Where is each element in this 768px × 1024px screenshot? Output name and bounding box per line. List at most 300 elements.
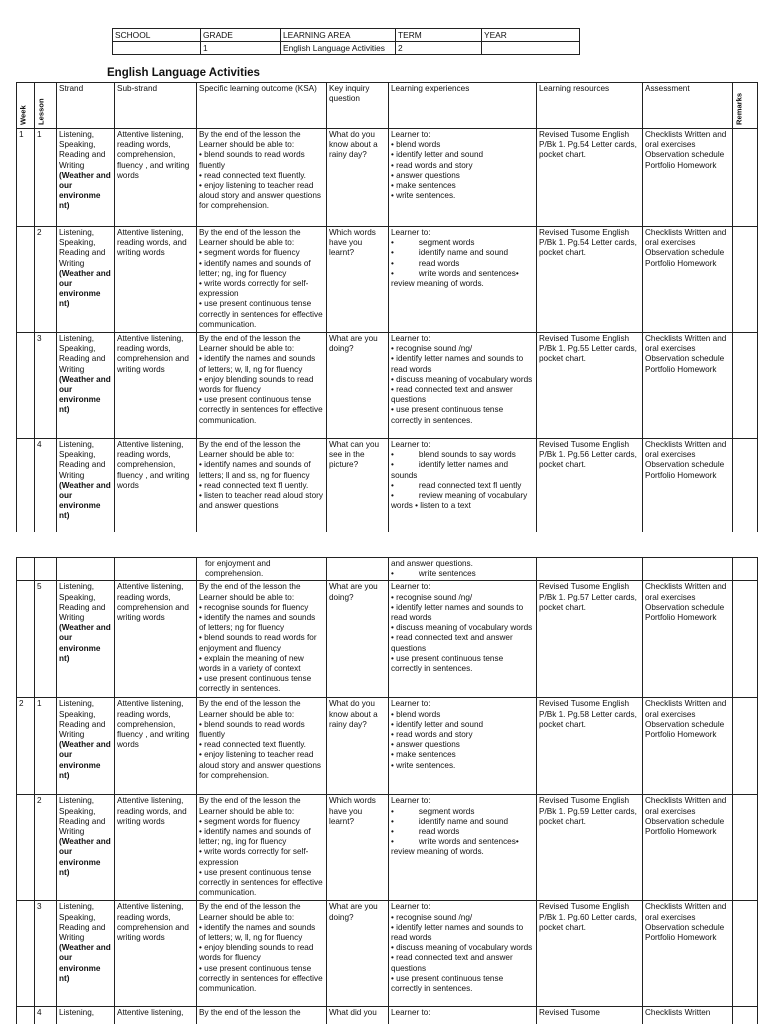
experience-item: • recognise sound /ng/	[391, 593, 534, 603]
key-inquiry-question: What did you	[329, 1008, 377, 1018]
lesson-row	[17, 439, 758, 533]
column-header-row	[17, 83, 758, 129]
experience-text: write words and sentences• review meaning of words.	[391, 268, 519, 289]
header-grade-value: 1	[201, 42, 281, 55]
experience-text: write words and sentences• review meaning of words.	[391, 837, 519, 857]
strand-theme: (Weather and our environme nt)	[59, 837, 111, 877]
slo-item: • segment words for fluency	[199, 817, 324, 827]
cell-lesson	[35, 795, 57, 901]
experience-text: identify name and sound	[418, 248, 509, 258]
sub-strand-text: Attentive listening,	[117, 1008, 184, 1018]
key-inquiry-question: Which words have you learnt?	[329, 228, 376, 258]
cell-experiences	[389, 439, 537, 533]
cell-kiq	[327, 558, 389, 581]
experience-item: • read words and story	[391, 161, 534, 171]
header-year-value	[482, 42, 580, 55]
header-table	[112, 28, 580, 55]
continuation-exp-text: write sentences	[418, 569, 476, 579]
strand-text: Listening, Speaking, Reading and Writing	[59, 334, 106, 374]
slo-item: • identify the names and sounds of letters; ng for fluency	[199, 613, 324, 633]
cell-kiq	[327, 129, 389, 227]
slo-item: • identify the names and sounds of letters; w, ll, ng for fluency	[199, 923, 324, 943]
cell-lesson	[35, 129, 57, 227]
experience-item: • read connected text fl uently	[391, 480, 522, 490]
strand-text: Listening,	[59, 1008, 95, 1018]
cell-remarks	[733, 795, 758, 901]
cell-experiences	[389, 901, 537, 1007]
header-term-value: 2	[396, 42, 482, 55]
continuation-row	[17, 558, 758, 581]
slo-item: • identify names and sounds of letter; ng, ing for fluency	[199, 259, 324, 279]
week-number: 1	[19, 130, 24, 139]
cell-slo	[197, 581, 327, 698]
cell-lesson	[35, 901, 57, 1007]
cell-slo	[197, 227, 327, 333]
learning-resources: Revised Tusome English P/Bk 1. Pg.59 Letter cards, pocket chart.	[539, 796, 637, 826]
experience-item: • discuss meaning of vocabulary words	[391, 943, 534, 953]
slo-item: • listen to teacher read aloud story and answer questions	[199, 491, 324, 511]
experience-item: • blend words	[391, 140, 534, 150]
cell-slo	[197, 333, 327, 439]
slo-item: • write words correctly for self-expression	[199, 847, 324, 867]
slo-intro: By the end of the lesson the Learner should be able to:	[199, 228, 301, 248]
slo-intro: By the end of the lesson the Learner should be able to:	[199, 440, 301, 460]
experience-text: identify letter names and sounds	[391, 460, 509, 480]
cell-kiq	[327, 1007, 389, 1024]
sub-strand-text: Attentive listening, reading words, and writing words	[117, 796, 187, 826]
cell-sub-strand	[115, 698, 197, 795]
experience-item: • blend words	[391, 710, 534, 720]
cell-assessment	[643, 558, 733, 581]
cell-kiq	[327, 439, 389, 533]
slo-item: • explain the meaning of new words in a variety of context	[199, 654, 324, 674]
cell-remarks	[733, 439, 758, 533]
slo-item: • identify names and sounds of letters; ll and ss, ng for fluency	[199, 460, 324, 480]
experience-text: identify name and sound	[418, 816, 509, 826]
lesson-row	[17, 227, 758, 333]
lesson-number: 2	[37, 228, 42, 237]
learning-resources: Revised Tusome English P/Bk 1. Pg.58 Letter cards, pocket chart.	[539, 699, 637, 729]
assessment-methods: Checklists Written	[645, 1008, 711, 1018]
cell-week	[17, 129, 35, 227]
experience-text: read words	[418, 827, 460, 837]
cell-kiq	[327, 333, 389, 439]
cell-slo	[197, 129, 327, 227]
learning-resources: Revised Tusome English P/Bk 1. Pg.57 Letter cards, pocket chart.	[539, 582, 637, 612]
slo-item: • use present continuous tense correctly in sentences for effective communication.	[199, 964, 324, 995]
experiences-intro: Learner to:	[391, 334, 431, 343]
experiences-intro: Learner to:	[391, 1008, 431, 1018]
cell-lesson	[35, 227, 57, 333]
experience-item: • recognise sound /ng/	[391, 344, 534, 354]
cell-kiq	[327, 795, 389, 901]
cell-sub-strand	[115, 227, 197, 333]
column-header-week: Week	[17, 83, 35, 129]
experience-item: • answer questions	[391, 740, 534, 750]
cell-strand	[57, 558, 115, 581]
strand-theme: (Weather and our environme nt)	[59, 480, 111, 521]
strand-text: Listening, Speaking, Reading and Writing	[59, 130, 106, 170]
experience-item: • segment words	[391, 806, 475, 816]
cell-slo	[197, 901, 327, 1007]
cell-experiences	[389, 698, 537, 795]
cell-experiences	[389, 227, 537, 333]
experience-item: • read connected text and answer questions	[391, 633, 534, 653]
experience-text: blend sounds to say words	[418, 450, 516, 460]
experiences-intro: Learner to:	[391, 228, 431, 237]
cell-week	[17, 333, 35, 439]
lesson-row	[17, 795, 758, 901]
experience-item: • write sentences.	[391, 761, 534, 771]
experience-item: • identify letter names and sounds to read words	[391, 603, 534, 623]
cell-experiences	[389, 581, 537, 698]
experience-item: • read connected text and answer questions	[391, 385, 534, 405]
sub-strand-text: Attentive listening, reading words, and writing words	[117, 228, 187, 258]
column-header-sub-strand: Sub-strand	[115, 83, 197, 129]
slo-item: • read connected text fl uently.	[199, 481, 324, 491]
learning-resources: Revised Tusome English P/Bk 1. Pg.55 Letter cards, pocket chart.	[539, 334, 637, 364]
experience-item: • blend sounds to say words	[391, 450, 516, 460]
assessment-methods: Checklists Written and oral exercises Observation schedule Portfolio Homework	[645, 334, 727, 374]
cell-resources	[537, 439, 643, 533]
slo-item: • segment words for fluency	[199, 248, 324, 258]
lesson-row	[17, 1007, 758, 1024]
cell-experiences	[389, 1007, 537, 1024]
column-header-experiences: Learning experiences	[389, 83, 537, 129]
cell-resources	[537, 129, 643, 227]
cell-resources	[537, 1007, 643, 1024]
cell-resources	[537, 558, 643, 581]
strand-text: Listening, Speaking, Reading and Writing	[59, 699, 106, 740]
header-school-value	[113, 42, 201, 55]
cell-resources	[537, 901, 643, 1007]
assessment-methods: Checklists Written and oral exercises Observation schedule Portfolio Homework	[645, 130, 727, 170]
cell-assessment	[643, 129, 733, 227]
experiences-intro: Learner to:	[391, 440, 431, 449]
strand-theme: (Weather and our environme nt)	[59, 623, 111, 663]
lesson-number: 1	[37, 130, 42, 139]
cell-lesson	[35, 581, 57, 698]
cell-sub-strand	[115, 901, 197, 1007]
cell-kiq	[327, 901, 389, 1007]
lesson-number: 3	[37, 334, 42, 343]
column-header-remarks: Remarks	[733, 83, 758, 129]
cell-week	[17, 581, 35, 698]
cell-resources	[537, 795, 643, 901]
cell-kiq	[327, 581, 389, 698]
cell-assessment	[643, 227, 733, 333]
experience-item: • use present continuous tense correctly in sentences.	[391, 405, 534, 425]
assessment-methods: Checklists Written and oral exercises Observation schedule Portfolio Homework	[645, 228, 727, 268]
cell-lesson	[35, 1007, 57, 1024]
header-school-label: SCHOOL	[113, 29, 201, 42]
sub-strand-text: Attentive listening, reading words, comprehension and writing words	[117, 582, 189, 623]
slo-item: • write words correctly for self-expression	[199, 279, 324, 299]
assessment-methods: Checklists Written and oral exercises Observation schedule Portfolio Homework	[645, 582, 727, 623]
cell-slo	[197, 698, 327, 795]
sub-strand-text: Attentive listening, reading words, comprehension, fluency , and writing words	[117, 699, 190, 750]
slo-intro: By the end of the lesson the Learner should be able to:	[199, 334, 301, 354]
experience-item: • read connected text and answer questions	[391, 953, 534, 973]
slo-item: • identify the names and sounds of letters; w, ll, ng for fluency	[199, 354, 324, 374]
lesson-row	[17, 581, 758, 698]
cell-remarks	[733, 901, 758, 1007]
experience-item: • write sentences.	[391, 191, 534, 201]
key-inquiry-question: What can you see in the picture?	[329, 440, 380, 470]
cell-experiences	[389, 333, 537, 439]
cell-strand	[57, 1007, 115, 1024]
experience-text: read words	[418, 258, 460, 268]
slo-intro: By the end of the lesson the Learner should be able to:	[199, 796, 301, 816]
header-learning-area-value: English Language Activities	[281, 42, 396, 55]
experiences-intro: Learner to:	[391, 902, 431, 912]
experiences-intro: Learner to:	[391, 796, 431, 806]
experience-item: • read words	[391, 258, 460, 268]
cell-remarks	[733, 581, 758, 698]
column-header-slo: Specific learning outcome (KSA)	[197, 83, 327, 129]
document-page-2	[0, 532, 768, 1024]
cell-resources	[537, 227, 643, 333]
cell-sub-strand	[115, 129, 197, 227]
page-title: English Language Activities	[107, 67, 260, 79]
experience-item: • segment words	[391, 238, 475, 248]
cell-assessment	[643, 333, 733, 439]
strand-theme: (Weather and our environme nt)	[59, 374, 111, 415]
sub-strand-text: Attentive listening, reading words, comprehension and writing words	[117, 334, 189, 374]
cell-slo	[197, 439, 327, 533]
experience-item: • answer questions	[391, 171, 534, 181]
slo-item: • enjoy blending sounds to read words for fluency	[199, 375, 324, 395]
cell-resources	[537, 333, 643, 439]
lesson-number: 4	[37, 1008, 42, 1018]
key-inquiry-question: What are you doing?	[329, 902, 378, 922]
experience-item: • discuss meaning of vocabulary words	[391, 623, 534, 633]
header-term-label: TERM	[396, 29, 482, 42]
experience-item: • make sentences	[391, 750, 534, 760]
cell-slo	[197, 558, 327, 581]
experience-item: • read words	[391, 827, 460, 837]
key-inquiry-question: What do you know about a rainy day?	[329, 130, 378, 160]
sub-strand-text: Attentive listening, reading words, comprehension, fluency , and writing words	[117, 440, 190, 490]
experience-item: • make sentences	[391, 181, 534, 191]
column-header-strand: Strand	[57, 83, 115, 129]
column-header-assessment: Assessment	[643, 83, 733, 129]
header-learning-area-label: LEARNING AREA	[281, 29, 396, 42]
key-inquiry-question: What are you doing?	[329, 334, 378, 354]
experience-item: • identify name and sound	[391, 248, 509, 258]
cell-sub-strand	[115, 795, 197, 901]
experiences-intro: Learner to:	[391, 130, 431, 139]
cell-sub-strand	[115, 1007, 197, 1024]
cell-remarks	[733, 333, 758, 439]
continuation-slo-text: for enjoyment and comprehension.	[205, 559, 271, 579]
slo-item: • use present continuous tense correctly in sentences.	[199, 674, 324, 694]
assessment-methods: Checklists Written and oral exercises Observation schedule Portfolio Homework	[645, 699, 727, 740]
slo-item: • blend sounds to read words for enjoyment and fluency	[199, 633, 324, 653]
cell-strand	[57, 439, 115, 533]
cell-kiq	[327, 698, 389, 795]
learning-resources: Revised Tusome English P/Bk 1. Pg.54 Letter cards, pocket chart.	[539, 228, 637, 258]
strand-theme: (Weather and our environme nt)	[59, 268, 111, 309]
cell-week	[17, 698, 35, 795]
cell-slo	[197, 795, 327, 901]
cell-resources	[537, 698, 643, 795]
slo-intro: By the end of the lesson the Learner should be able to:	[199, 902, 301, 922]
cell-strand	[57, 901, 115, 1007]
experience-item: • identify letter and sound	[391, 150, 534, 160]
strand-theme: (Weather and our environme nt)	[59, 740, 111, 780]
slo-item: • use present continuous tense correctly in sentences for effective communication.	[199, 395, 324, 426]
experience-item: • discuss meaning of vocabulary words	[391, 375, 534, 385]
experience-item: • write words and sentences• review meaning of words.	[391, 268, 519, 289]
week-number: 2	[19, 699, 24, 709]
cell-week	[17, 1007, 35, 1024]
slo-intro: By the end of the lesson the	[199, 1008, 301, 1018]
key-inquiry-question: What do you know about a rainy day?	[329, 699, 378, 729]
lesson-number: 5	[37, 582, 42, 592]
cell-assessment	[643, 1007, 733, 1024]
slo-item: • use present continuous tense correctly in sentences for effective communication.	[199, 868, 324, 899]
experience-item: • identify name and sound	[391, 816, 509, 826]
slo-item: • read connected text fluently.	[199, 171, 324, 181]
cell-week	[17, 558, 35, 581]
column-header-kiq: Key inquiry question	[327, 83, 389, 129]
cell-strand	[57, 795, 115, 901]
cell-experiences	[389, 795, 537, 901]
cell-strand	[57, 333, 115, 439]
strand-theme: (Weather and our environme nt)	[59, 170, 111, 211]
strand-theme: (Weather and our environme nt)	[59, 943, 111, 983]
sub-strand-text: Attentive listening, reading words, comprehension and writing words	[117, 902, 189, 943]
lesson-number: 1	[37, 699, 42, 709]
slo-intro: By the end of the lesson the Learner should be able to:	[199, 130, 301, 150]
experience-item: • review meaning of vocabulary words • listen to a text	[391, 491, 528, 511]
strand-text: Listening, Speaking, Reading and Writing	[59, 440, 106, 480]
slo-item: • blend sounds to read words fluently	[199, 720, 324, 740]
slo-item: • read connected text fluently.	[199, 740, 324, 750]
experience-item: • read words and story	[391, 730, 534, 740]
cell-assessment	[643, 581, 733, 698]
slo-intro: By the end of the lesson the Learner should be able to:	[199, 699, 301, 719]
strand-text: Listening, Speaking, Reading and Writing	[59, 582, 106, 623]
cell-strand	[57, 129, 115, 227]
cell-sub-strand	[115, 333, 197, 439]
cell-experiences	[389, 558, 537, 581]
strand-text: Listening, Speaking, Reading and Writing	[59, 228, 106, 268]
header-values-row	[113, 42, 580, 55]
experience-item: • use present continuous tense correctly in sentences.	[391, 974, 534, 994]
cell-lesson	[35, 558, 57, 581]
learning-resources: Revised Tusome English P/Bk 1. Pg.56 Letter cards, pocket chart.	[539, 440, 637, 470]
cell-assessment	[643, 439, 733, 533]
cell-week	[17, 227, 35, 333]
cell-lesson	[35, 439, 57, 533]
cell-lesson	[35, 333, 57, 439]
continuation-exp-line: • write sentences	[391, 569, 476, 579]
cell-strand	[57, 698, 115, 795]
cell-sub-strand	[115, 581, 197, 698]
assessment-methods: Checklists Written and oral exercises Observation schedule Portfolio Homework	[645, 796, 727, 837]
slo-item: • identify names and sounds of letter; ng, ing for fluency	[199, 827, 324, 847]
lesson-row	[17, 129, 758, 227]
slo-item: • recognise sounds for fluency	[199, 603, 324, 613]
header-labels-row	[113, 29, 580, 42]
experience-item: • identify letter names and sounds to read words	[391, 354, 534, 374]
cell-remarks	[733, 227, 758, 333]
experience-item: • identify letter names and sounds to read words	[391, 923, 534, 943]
experience-text: segment words	[418, 806, 475, 816]
assessment-methods: Checklists Written and oral exercises Observation schedule Portfolio Homework	[645, 902, 727, 943]
cell-assessment	[643, 795, 733, 901]
experience-item: • identify letter names and sounds	[391, 460, 509, 480]
assessment-methods: Checklists Written and oral exercises Observation schedule Portfolio Homework	[645, 440, 727, 480]
learning-resources: Revised Tusome English P/Bk 1. Pg.60 Letter cards, pocket chart.	[539, 902, 637, 932]
cell-remarks	[733, 558, 758, 581]
cell-assessment	[643, 698, 733, 795]
experience-text: review meaning of vocabulary words • listen to a text	[391, 491, 528, 511]
cell-experiences	[389, 129, 537, 227]
cell-assessment	[643, 901, 733, 1007]
cell-strand	[57, 581, 115, 698]
cell-lesson	[35, 698, 57, 795]
experience-text: segment words	[418, 238, 475, 248]
cell-week	[17, 439, 35, 533]
slo-item: • blend sounds to read words fluently	[199, 150, 324, 170]
lesson-row	[17, 698, 758, 795]
header-year-label: YEAR	[482, 29, 580, 42]
learning-resources: Revised Tusome English P/Bk 1. Pg.54 Letter cards, pocket chart.	[539, 130, 637, 160]
continuation-exp-line: and answer questions.	[391, 559, 473, 568]
header-grade-label: GRADE	[201, 29, 281, 42]
column-header-lesson: Lesson	[35, 83, 57, 129]
strand-text: Listening, Speaking, Reading and Writing	[59, 796, 106, 837]
cell-remarks	[733, 698, 758, 795]
slo-item: • enjoy listening to teacher read aloud story and answer questions for comprehension.	[199, 181, 324, 212]
key-inquiry-question: Which words have you learnt?	[329, 796, 376, 826]
cell-resources	[537, 581, 643, 698]
cell-week	[17, 901, 35, 1007]
experience-text: read connected text fl uently	[418, 480, 522, 490]
slo-item: • enjoy blending sounds to read words for fluency	[199, 943, 324, 963]
slo-intro: By the end of the lesson the Learner should be able to:	[199, 582, 301, 602]
lesson-row	[17, 901, 758, 1007]
slo-item: • use present continuous tense correctly in sentences for effective communication.	[199, 299, 324, 330]
cell-remarks	[733, 1007, 758, 1024]
experience-item: • write words and sentences• review meaning of words.	[391, 837, 519, 857]
scheme-table-page-1	[16, 82, 758, 532]
slo-item: • enjoy listening to teacher read aloud story and answer questions for comprehension.	[199, 750, 324, 781]
cell-remarks	[733, 129, 758, 227]
cell-sub-strand	[115, 439, 197, 533]
experience-item: • identify letter and sound	[391, 720, 534, 730]
column-header-resources: Learning resources	[537, 83, 643, 129]
cell-slo	[197, 1007, 327, 1024]
sub-strand-text: Attentive listening, reading words, comprehension, fluency , and writing words	[117, 130, 190, 180]
key-inquiry-question: What are you doing?	[329, 582, 378, 602]
lesson-number: 3	[37, 902, 42, 912]
experience-item: • use present continuous tense correctly in sentences.	[391, 654, 534, 674]
lesson-number: 2	[37, 796, 42, 806]
lesson-number: 4	[37, 440, 42, 449]
experiences-intro: Learner to:	[391, 699, 431, 709]
scheme-table-page-2	[16, 557, 758, 1024]
cell-sub-strand	[115, 558, 197, 581]
cell-strand	[57, 227, 115, 333]
lesson-row	[17, 333, 758, 439]
experience-item: • recognise sound /ng/	[391, 913, 534, 923]
strand-text: Listening, Speaking, Reading and Writing	[59, 902, 106, 943]
learning-resources: Revised Tusome	[539, 1008, 600, 1018]
